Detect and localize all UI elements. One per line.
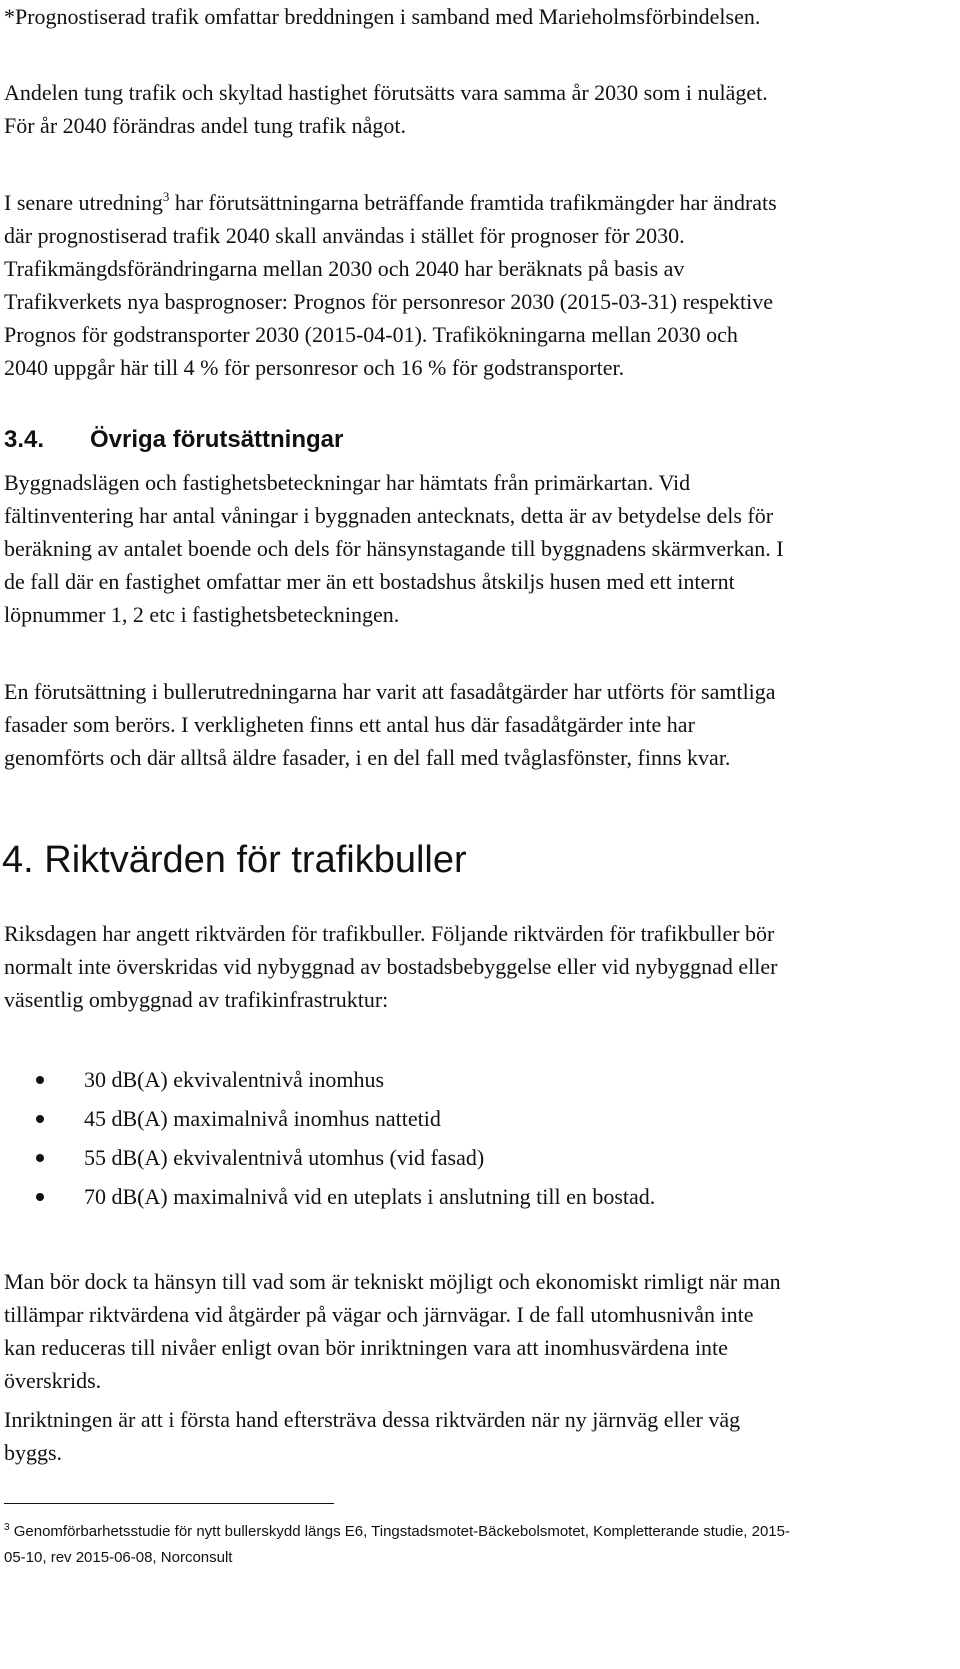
later-study-paragraph: I senare utredning$^3$ har förutsättningarna beträffande framtida trafikmängder har ändrats där prognostiserad trafik 2040 skall användas i stället för prognoser för 2030. Trafikmängdsförändringarna mellan 2030 och 2040 har beräknats på basis av Trafikverkets nya basprognoser: Prognos för personresor 2030 (2015-03-31) respektive Prognos för godstransporter 2030 (2015-04-01). Trafikökningarna mellan 2030 och 2040 uppgår här till 4 % för personresor och 16 % för godstransporter. <box>4 186 952 384</box>
traffic-note: *Prognostiserad trafik omfattar breddningen i samband med Marieholmsförbindelsen. <box>4 4 761 29</box>
section-heading-3-4 <box>4 425 343 455</box>
building-data-paragraph: Byggnadslägen och fastighetsbeteckningar har hämtats från primärkartan. Vid fältinventering har antal våningar i byggnaden antecknats, detta är av betydelse dels för beräkning av antalet boende och dels för hänsynstagande till byggnadens skärmverkan. I de fall där en fastighet omfattar mer än ett bostadshus åtskiljs husen med ett internt löpnummer 1, 2 etc i fastighetsbeteckningen. <box>4 470 784 627</box>
consideration-paragraph: Man bör dock ta hänsyn till vad som är tekniskt möjligt och ekonomiskt rimligt när man tillämpar riktvärdena vid åtgärder på vägar och järnvägar. I de fall utomhusnivån inte kan reduceras till nivåer enligt ovan bör inriktningen vara att inomhusvärdena inte överskrids. <box>4 1269 781 1393</box>
heavy-traffic-paragraph: Andelen tung trafik och skyltad hastighet förutsätts vara samma år 2030 som i nuläget. För år 2040 förändras andel tung trafik något. <box>4 80 768 138</box>
footnote-separator <box>4 1503 334 1504</box>
aim-paragraph: Inriktningen är att i första hand eftersträva dessa riktvärden när ny järnväg eller väg byggs. <box>4 1407 741 1465</box>
chapter-heading-4 <box>2 837 467 883</box>
footnote: $^3$ Genomförbarhetsstudie för nytt bullerskydd längs E6, Tingstadsmotet-Bäckebolsmotet, Kompletterande studie, 2015- 05-10, rev 2015-06-08, Norconsult <box>4 1519 954 1571</box>
document-page: *Prognostiserad trafik omfattar breddningen i samband med Marieholmsförbindelsen. Andelen tung trafik och skyltad hastighet förutsätts vara samma år 2030 som i nuläget. För år 2040 förändras andel tung trafik något. I senare utredning$^3$ har förutsättningarna beträffande framtida trafikmängder har ändrats där prognostiserad trafik 2040 skall användas i stället för prognoser för 2030. Trafikmängdsförändringarna mellan 2030 och 2040 har beräknats på basis av Trafikverkets nya basprognoser: Prognos för personresor 2030 (2015-03-31) respektive Prognos för godstransporter 2030 (2015-04-01). Trafikökningarna mellan 2030 och 2040 uppgår här till 4 % för personresor och 16 % för godstransporter. 3.4. Övriga förutsättningar Byggnadslägen och fastighetsbeteckningar har hämtats från primärkartan. Vid fältinventering har antal våningar i byggnaden antecknats, detta är av betydelse dels för beräkning av antalet boende och dels för hänsynstagande till byggnadens skärmverkan. I de fall där en fastighet omfattar mer än ett bostadshus åtskiljs husen med ett internt löpnummer 1, 2 etc i fastighetsbeteckningen. En förutsättning i bullerutredningarna har varit att fasadåtgärder har utförts för samtliga fasader som berörs. I verkligheten finns ett antal hus där fasadåtgärder inte har genomförts och där alltså äldre fasader, i en del fall med tvåglasfönster, finns kvar. 4. Riktvärden för trafikbuller Riksdagen har angett riktvärden för trafikbuller. Följande riktvärden för trafikbuller bör normalt inte överskridas vid nybyggnad av bostadsbebyggelse eller vid nybyggnad eller väsentlig ombyggnad av trafikinfrastruktur: 30 dB(A) ekvivalentnivå inomhus 45 dB(A) maximalnivå inomhus nattetid 55 dB(A) ekvivalentnivå utomhus (vid fasad) 70 dB(A) maximalnivå vid en uteplats i anslutning till en bostad. Man bör dock ta hänsyn till vad som är tekniskt möjligt och ekonomiskt rimligt när man tillämpar riktvärdena vid åtgärder på vägar och järnvägar. I de fall utomhusnivån inte kan reduceras till nivåer enligt ovan bör inriktningen vara att inomhusvärdena inte överskrids. Inriktningen är att i första hand eftersträva dessa riktvärden när ny järnväg eller väg byggs. $^3$ Genomförbarhetsstudie för nytt bullerskydd längs E6, Tingstadsmotet-Bäckebolsmotet, Kompletterande studie, 2015- 05-10, rev 2015-06-08, Norconsult <box>0 0 960 1669</box>
bullet-icon <box>36 1076 44 1084</box>
later-study-first-line: I senare utredning$^3$ har förutsättningarna beträffande framtida trafikmängder har ändrats <box>4 189 777 215</box>
footnote-first-line: $^3$ Genomförbarhetsstudie för nytt bullerskydd längs E6, Tingstadsmotet-Bäckebolsmotet, Kompletterande studie, 2015- <box>4 1522 790 1540</box>
bullet-icon <box>36 1154 44 1162</box>
section-title: Övriga förutsättningar <box>90 426 344 453</box>
footnote-reference: 3 <box>162 189 170 204</box>
footnote-marker: 3 <box>4 1522 10 1533</box>
facade-measures-paragraph: En förutsättning i bullerutredningarna har varit att fasadåtgärder har utförts för samtliga fasader som berörs. I verkligheten finns ett antal hus där fasadåtgärder inte har genomförts och där alltså äldre fasader, i en del fall med tvåglasfönster, finns kvar. <box>4 679 776 770</box>
bullet-icon <box>36 1193 44 1201</box>
chapter-title: Riktvärden för trafikbuller <box>44 839 467 881</box>
bullet-icon <box>36 1115 44 1123</box>
chapter-number: 4. <box>2 839 34 881</box>
section-number: 3.4. <box>4 426 45 453</box>
guideline-intro-paragraph: Riksdagen har angett riktvärden för trafikbuller. Följande riktvärden för trafikbuller bör normalt inte överskridas vid nybyggnad av bostadsbebyggelse eller vid nybyggnad eller väsentlig ombyggnad av trafikinfrastruktur: <box>4 921 778 1012</box>
